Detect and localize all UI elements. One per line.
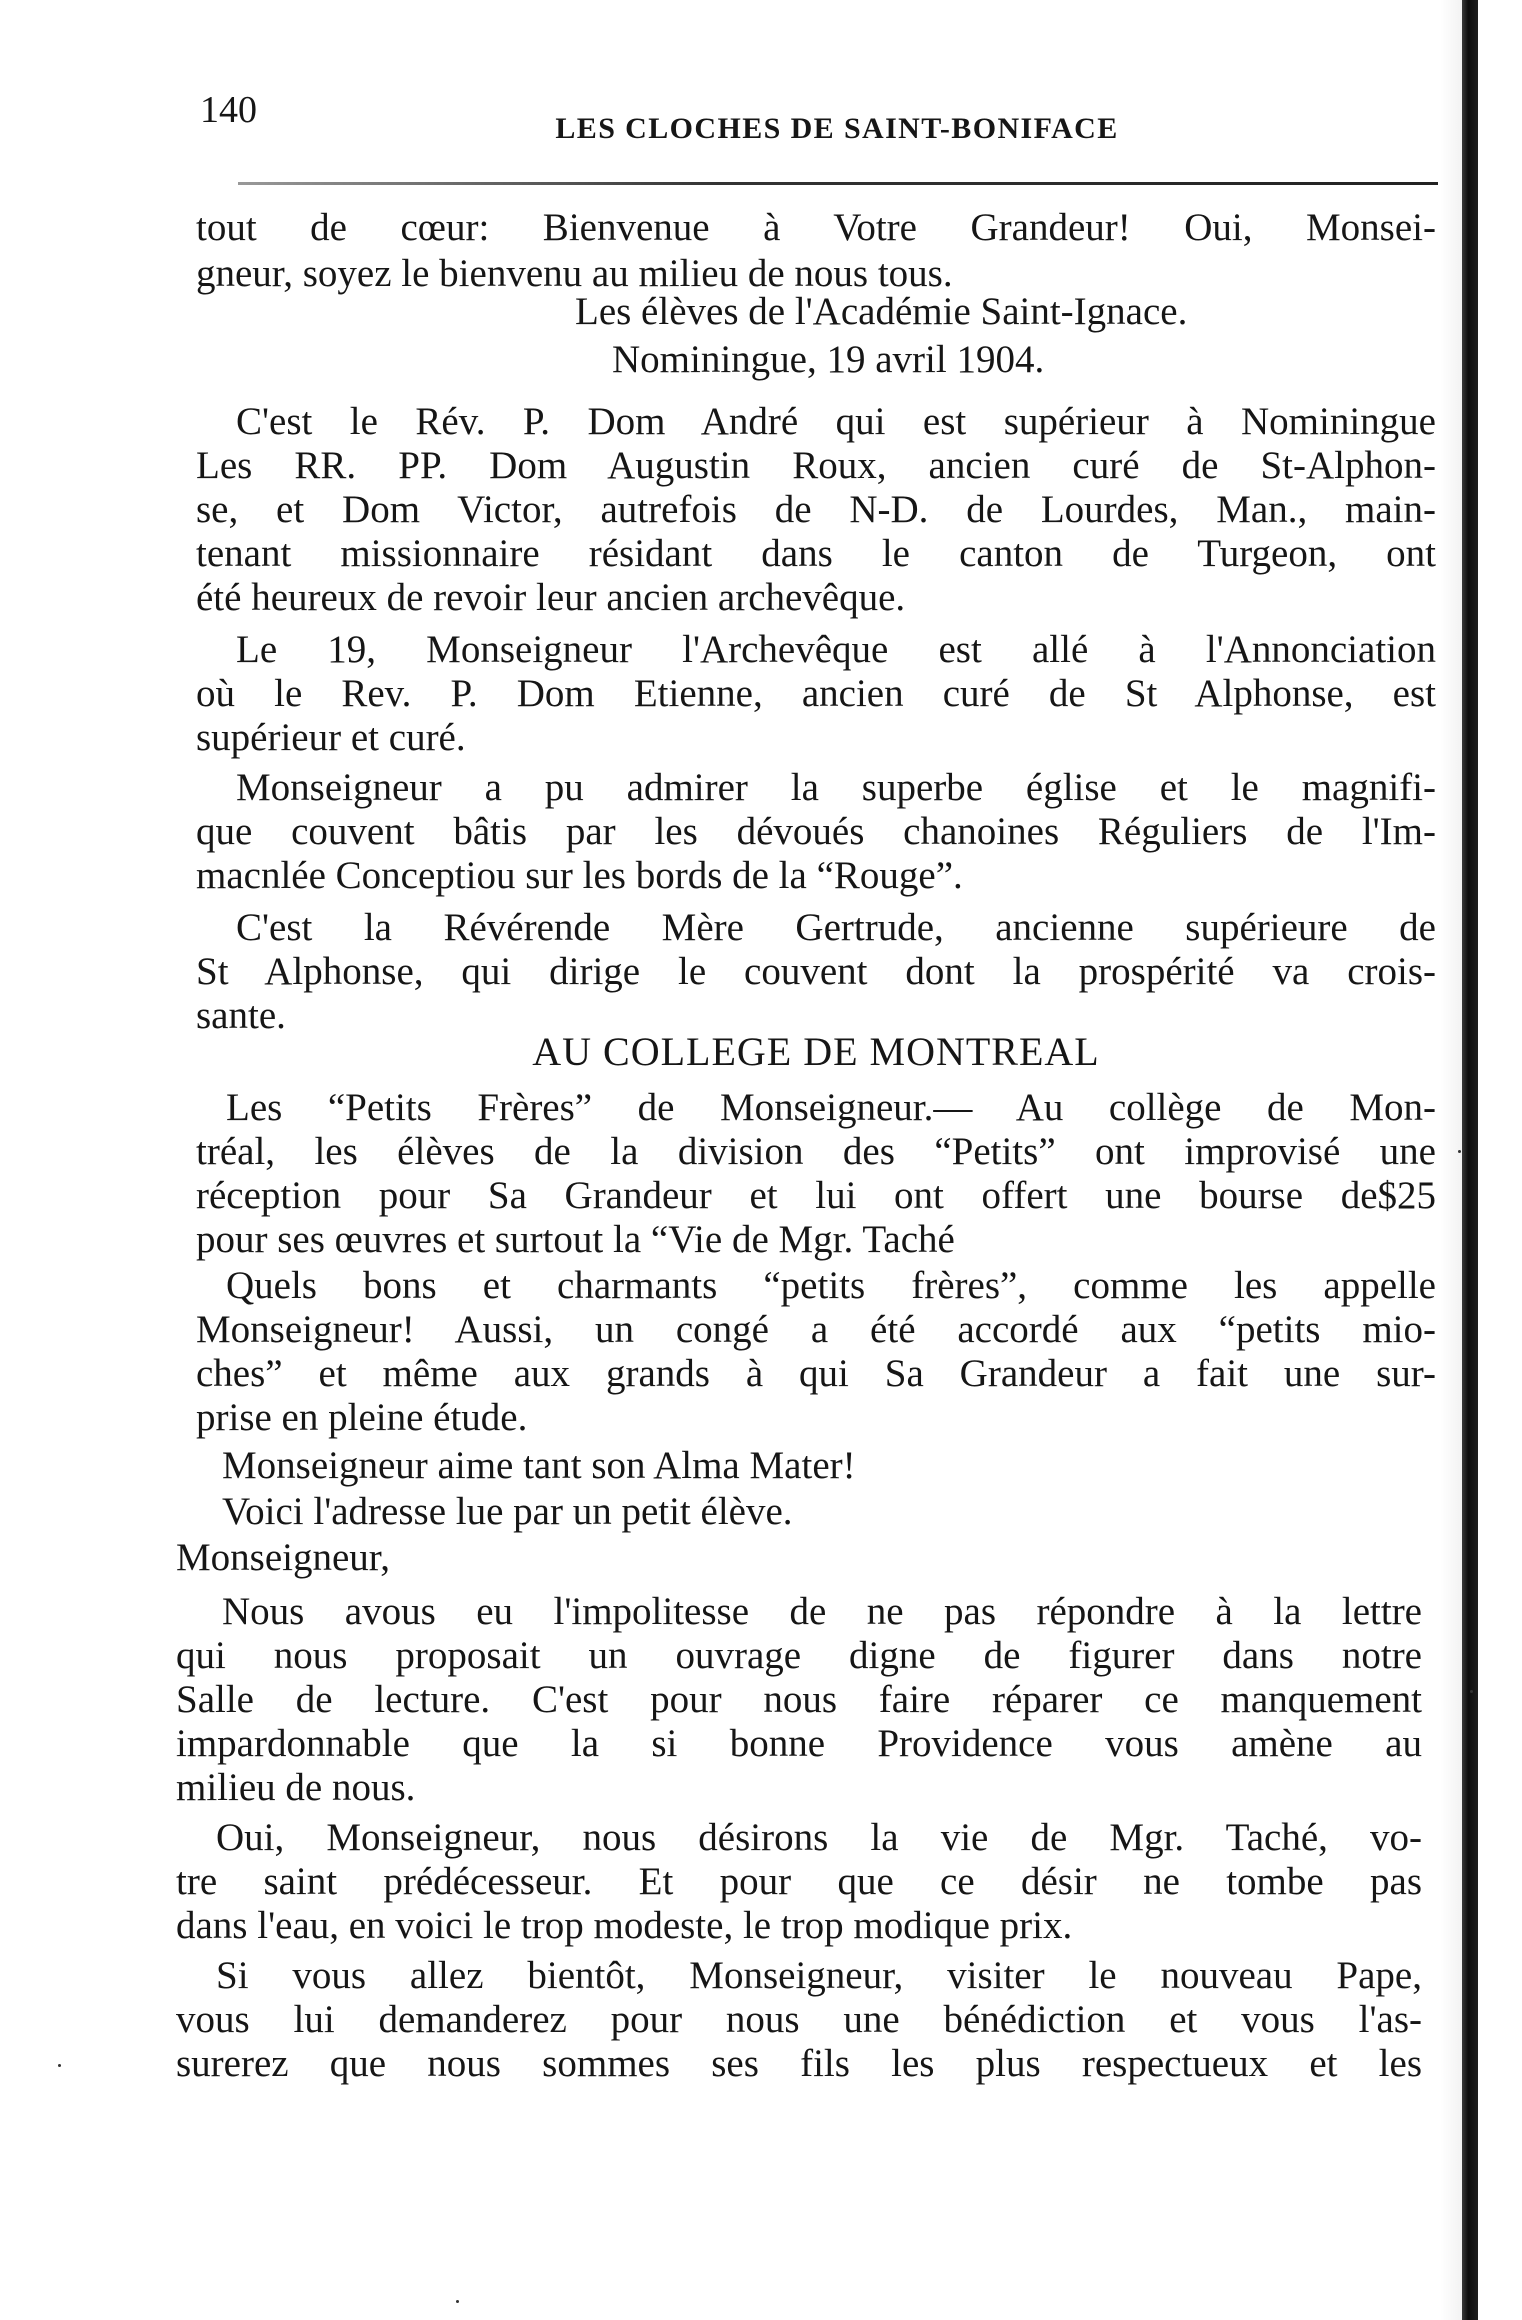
page-number: 140	[200, 89, 257, 131]
text-line: macnlée Conceptiou sur les bords de la “Rouge”.	[196, 854, 963, 897]
text-line: Oui, Monseigneur, nous désirons la vie de Mgr. Taché, vo-	[216, 1816, 1422, 1859]
text-line: milieu de nous.	[176, 1766, 416, 1809]
text-line: tout de cœur: Bienvenue à Votre Grandeur! Oui, Monsei-	[196, 206, 1436, 249]
text-line: sante.	[196, 994, 286, 1037]
print-speck	[456, 2300, 459, 2303]
print-speck	[1458, 1150, 1461, 1153]
text-line: Monseigneur aime tant son Alma Mater!	[222, 1444, 856, 1487]
text-line: impardonnable que la si bonne Providence vous amène au	[176, 1722, 1422, 1765]
text-line: Les RR. PP. Dom Augustin Roux, ancien curé de St-Alphon-	[196, 444, 1436, 487]
text-line: Salle de lecture. C'est pour nous faire réparer ce manquement	[176, 1678, 1422, 1721]
text-line: où le Rev. P. Dom Etienne, ancien curé de St Alphonse, est	[196, 672, 1436, 715]
print-speck	[1470, 1690, 1473, 1693]
text-line: ches” et même aux grands à qui Sa Grandeur a fait une sur-	[196, 1352, 1436, 1395]
running-head: LES CLOCHES DE SAINT-BONIFACE	[555, 112, 1119, 145]
text-line: réception pour Sa Grandeur et lui ont offert une bourse de$25	[196, 1174, 1436, 1217]
salutation-line: Monseigneur,	[176, 1536, 390, 1579]
text-line: Si vous allez bientôt, Monseigneur, visiter le nouveau Pape,	[216, 1954, 1422, 1997]
text-line: Voici l'adresse lue par un petit élève.	[222, 1490, 793, 1533]
text-line: St Alphonse, qui dirige le couvent dont la prospérité va crois-	[196, 950, 1436, 993]
text-line: tréal, les élèves de la division des “Petits” ont improvisé une	[196, 1130, 1436, 1173]
text-line: gneur, soyez le bienvenu au milieu de nous tous.	[196, 252, 953, 295]
signature-line: Les élèves de l'Académie Saint-Ignace.	[575, 290, 1188, 333]
text-line: Le 19, Monseigneur l'Archevêque est allé à l'Annonciation	[236, 628, 1436, 671]
text-line: que couvent bâtis par les dévoués chanoines Réguliers de l'Im-	[196, 810, 1436, 853]
page-edge-bar	[1462, 0, 1478, 2320]
text-line: supérieur et curé.	[196, 716, 466, 759]
binding-shadow	[1440, 0, 1462, 2320]
text-line: se, et Dom Victor, autrefois de N-D. de Lourdes, Man., main-	[196, 488, 1436, 531]
text-line: Monseigneur! Aussi, un congé a été accordé aux “petits mio-	[196, 1308, 1436, 1351]
text-line: tre saint prédécesseur. Et pour que ce désir ne tombe pas	[176, 1860, 1422, 1903]
text-line: Monseigneur a pu admirer la superbe église et le magnifi-	[236, 766, 1436, 809]
text-line: Les “Petits Frères” de Monseigneur.— Au collège de Mon-	[226, 1086, 1436, 1129]
text-line: été heureux de revoir leur ancien archevêque.	[196, 576, 906, 619]
text-line: prise en pleine étude.	[196, 1396, 528, 1439]
text-line: Quels bons et charmants “petits frères”, comme les appelle	[226, 1264, 1436, 1307]
print-speck	[58, 2064, 61, 2067]
text-line: tenant missionnaire résidant dans le canton de Turgeon, ont	[196, 532, 1436, 575]
section-heading: AU COLLEGE DE MONTREAL	[532, 1029, 1100, 1074]
text-line: Nous avous eu l'impolitesse de ne pas répondre à la lettre	[222, 1590, 1422, 1633]
header-rule	[238, 182, 1438, 185]
text-line: C'est la Révérende Mère Gertrude, ancienne supérieure de	[236, 906, 1436, 949]
date-line: Nominingue, 19 avril 1904.	[612, 338, 1045, 381]
text-line: qui nous proposait un ouvrage digne de figurer dans notre	[176, 1634, 1422, 1677]
text-line: dans l'eau, en voici le trop modeste, le trop modique prix.	[176, 1904, 1073, 1947]
text-line: surerez que nous sommes ses fils les plus respectueux et les	[176, 2042, 1422, 2085]
text-line: pour ses œuvres et surtout la “Vie de Mgr. Taché	[196, 1218, 955, 1261]
text-line: vous lui demanderez pour nous une bénédiction et vous l'as-	[176, 1998, 1422, 2041]
text-line: C'est le Rév. P. Dom André qui est supérieur à Nominingue	[236, 400, 1436, 443]
